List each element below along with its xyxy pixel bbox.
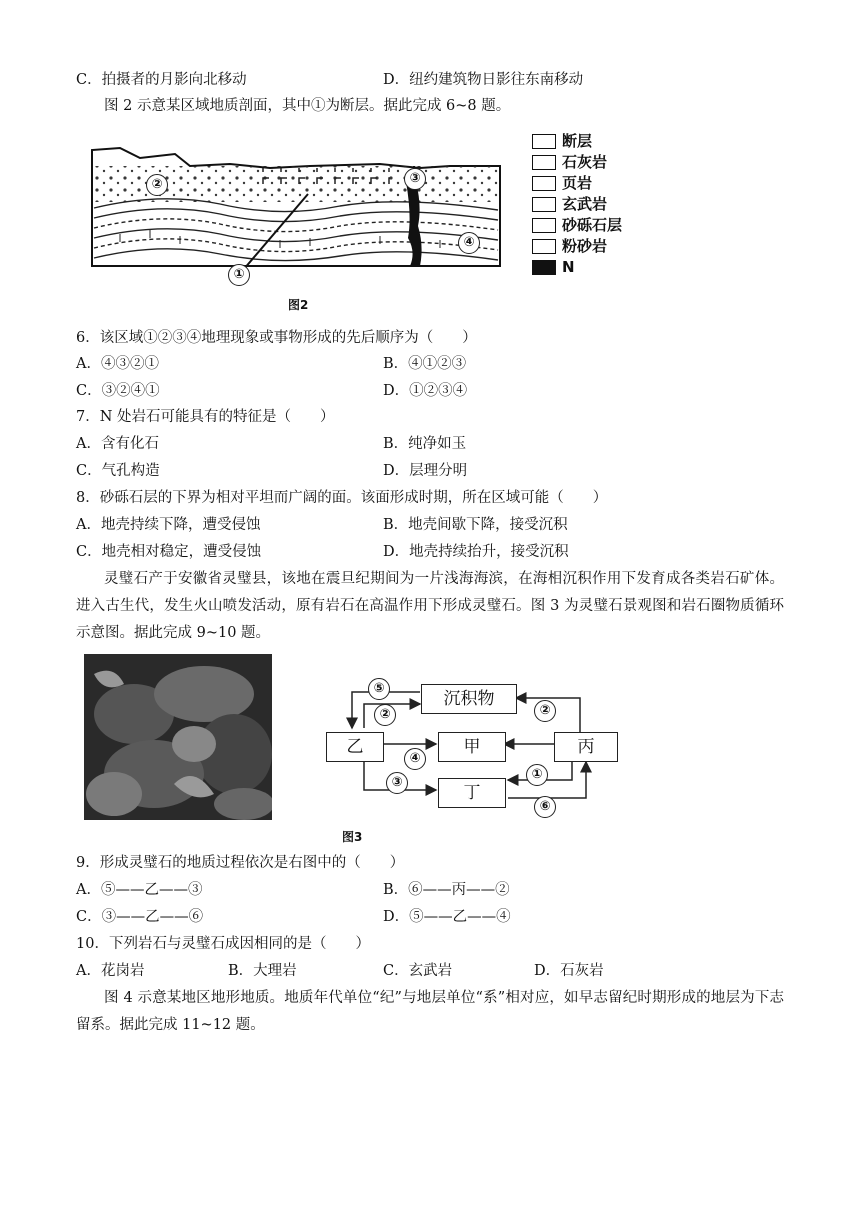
q6-stem: 6．该区域①②③④地理现象或事物形成的先后顺序为（ ）: [76, 330, 477, 346]
basalt-swatch: [532, 197, 556, 212]
node-yi: 乙: [326, 732, 384, 762]
siltstone-swatch: [532, 239, 556, 254]
q10-stem: 10．下列岩石与灵璧石成因相同的是（ ）: [76, 936, 370, 952]
q8-option-c[interactable]: C．地壳相对稳定，遭受侵蚀: [76, 544, 262, 560]
q7-option-c[interactable]: C．气孔构造: [76, 463, 160, 479]
q8-option-b[interactable]: B．地壳间歇下降，接受沉积: [383, 517, 568, 533]
node-bing: 丙: [554, 732, 618, 762]
q8-option-d[interactable]: D．地壳持续抬升，接受沉积: [383, 544, 569, 560]
q9-option-a[interactable]: A．⑤——乙——③: [76, 882, 203, 898]
fault-swatch: [532, 134, 556, 149]
legend-basalt: 玄武岩: [562, 195, 607, 213]
figure-2: [80, 126, 660, 316]
intro-fig4: 图 4 示意某地区地形地质。地质年代单位“纪”与地层单位“系”相对应，如早志留纪时期形成的地层为下志留系。据此完成 11~12 题。: [76, 990, 784, 1033]
q9-option-c[interactable]: C．③——乙——⑥: [76, 909, 204, 925]
arrow-label-1: ①: [526, 764, 548, 786]
legend-siltstone: 粉砂岩: [562, 237, 607, 255]
intro-fig3: 灵璧石产于安徽省灵璧县，该地在震旦纪期间为一片浅海海滨，在海相沉积作用下发育成各类岩石矿体。进入古生代，发生火山喷发活动，原有岩石在高温作用下形成灵璧石。图 3 为灵璧石景观图和岩石圈物质循环示意图。据此完成 9~10 题。: [76, 571, 784, 641]
lingbi-stone-photo: [84, 654, 272, 820]
legend-limestone: 石灰岩: [562, 153, 607, 171]
q7-option-b[interactable]: B．纯净如玉: [383, 436, 467, 452]
n-swatch: [532, 260, 556, 275]
arrow-label-2-right: ②: [534, 700, 556, 722]
q6-option-b[interactable]: B．④①②③: [383, 356, 467, 372]
arrow-label-2-left: ②: [374, 704, 396, 726]
intro-fig2: 图 2 示意某区域地质剖面，其中①为断层。据此完成 6~8 题。: [104, 98, 511, 114]
limestone-swatch: [532, 155, 556, 170]
arrow-label-5: ⑤: [368, 678, 390, 700]
q6-option-a[interactable]: A．④③②①: [76, 356, 159, 372]
q9-option-b[interactable]: B．⑥——丙——②: [383, 882, 510, 898]
legend-shale: 页岩: [562, 174, 592, 192]
q7-option-a[interactable]: A．含有化石: [76, 436, 159, 452]
gravel-swatch: [532, 218, 556, 233]
q9-option-d[interactable]: D．⑤——乙——④: [383, 909, 511, 925]
q10-option-a[interactable]: A．花岗岩: [76, 963, 145, 979]
q10-option-c[interactable]: C．玄武岩: [383, 963, 453, 979]
arrow-label-6: ⑥: [534, 796, 556, 818]
q10-option-b[interactable]: B．大理岩: [228, 963, 297, 979]
q8-option-a[interactable]: A．地壳持续下降，遭受侵蚀: [76, 517, 261, 533]
q9-stem: 9．形成灵璧石的地质过程依次是右图中的（ ）: [76, 855, 405, 871]
q6-option-d[interactable]: D．①②③④: [383, 383, 468, 399]
label-1: ①: [228, 264, 250, 286]
prev-option-d: D．纽约建筑物日影往东南移动: [383, 72, 584, 88]
figure-3-caption: 图3: [342, 830, 363, 844]
node-jia: 甲: [438, 732, 506, 762]
q7-stem: 7．N 处岩石可能具有的特征是（ ）: [76, 409, 335, 425]
label-3: ③: [404, 168, 426, 190]
label-4: ④: [458, 232, 480, 254]
q6-option-c[interactable]: C．③②④①: [76, 383, 160, 399]
arrow-label-4: ④: [404, 748, 426, 770]
prev-option-c: C．拍摄者的月影向北移动: [76, 72, 247, 88]
q8-stem: 8．砂砾石层的下界为相对平坦而广阔的面。该面形成时期，所在区域可能（ ）: [76, 490, 608, 506]
node-sediment: 沉积物: [421, 684, 517, 714]
shale-swatch: [532, 176, 556, 191]
legend: [562, 132, 660, 282]
figure-2-caption: 图2: [288, 298, 309, 312]
cross-section-diagram: [80, 126, 515, 316]
node-ding: 丁: [438, 778, 506, 808]
legend-n: N: [562, 258, 575, 276]
label-2: ②: [146, 174, 168, 196]
q7-option-d[interactable]: D．层理分明: [383, 463, 468, 479]
arrow-label-3: ③: [386, 772, 408, 794]
legend-gravel: 砂砾石层: [562, 216, 622, 234]
legend-fault: 断层: [562, 132, 592, 150]
figure-3: [80, 652, 630, 842]
q10-option-d[interactable]: D．石灰岩: [534, 963, 604, 979]
